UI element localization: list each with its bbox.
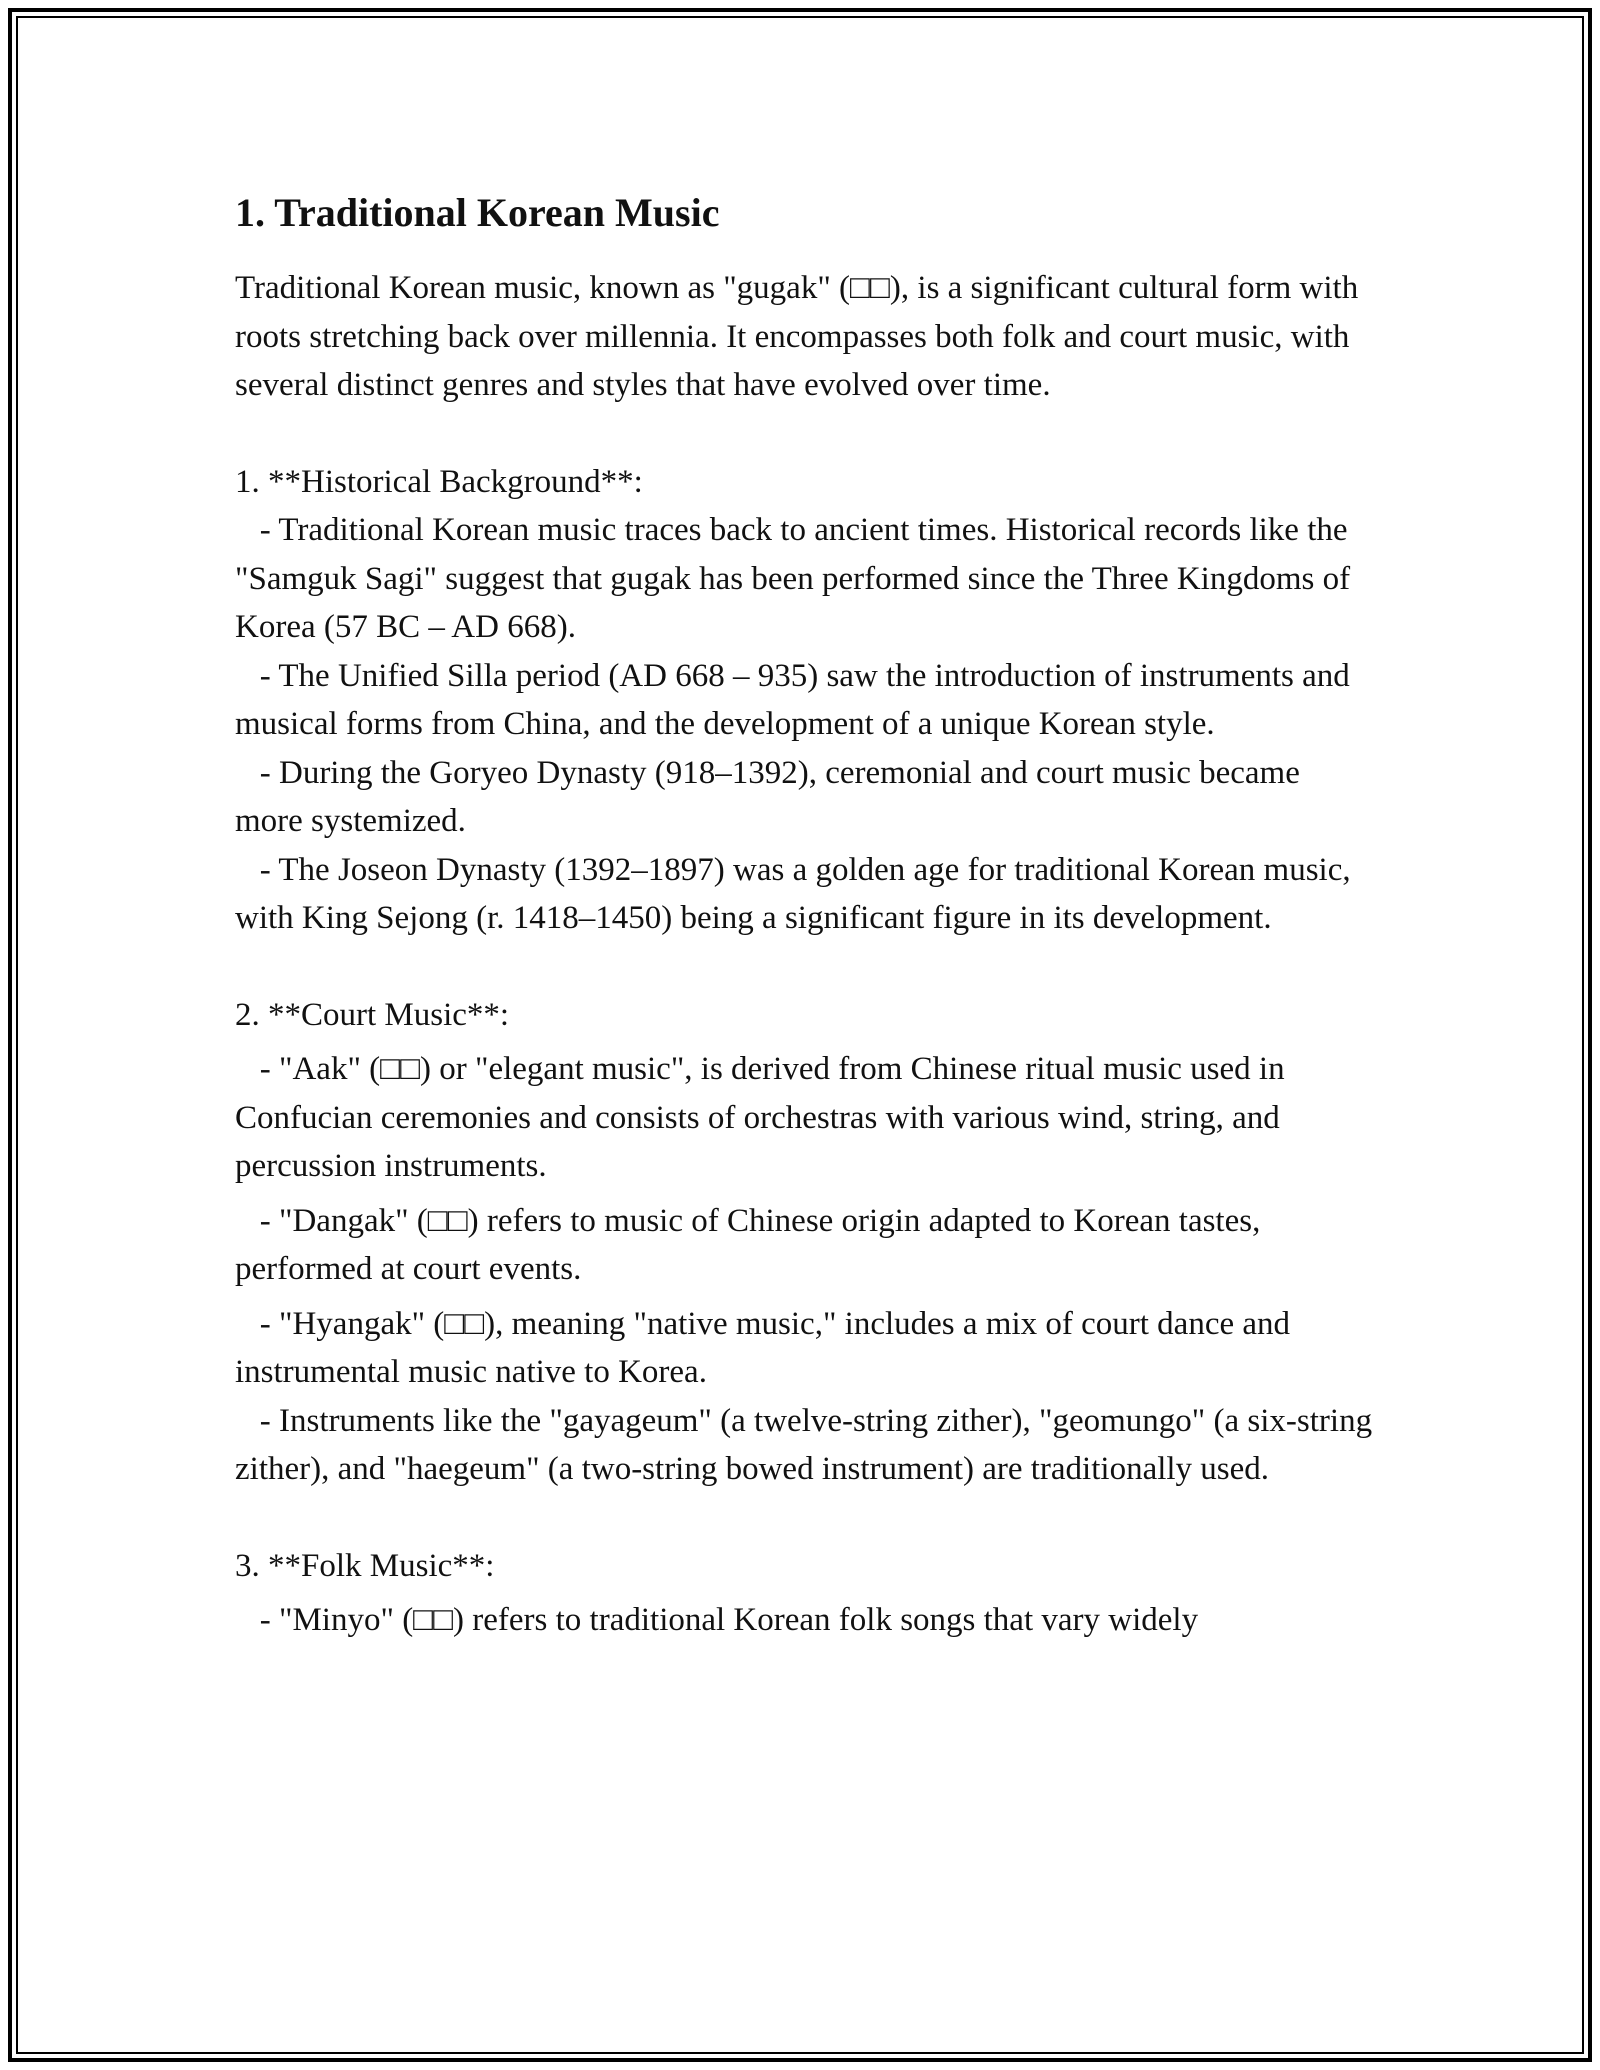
list-item: - The Joseon Dynasty (1392–1897) was a golden age for traditional Korean music, with King Sejong (r. 1418–1450) being a significant figure in its development. [235, 851, 1359, 936]
section-folk-music [235, 1542, 1375, 1645]
section-heading: 2. **Court Music**: [235, 996, 510, 1033]
section-court-music [235, 991, 1381, 1494]
document-title: 1. Traditional Korean Music [235, 190, 720, 235]
list-item: - Instruments like the "gayageum" (a twelve-string zither), "geomungo" (a six-string zither), and "haegeum" (a two-string bowed instrument) are traditionally used. [235, 1402, 1381, 1487]
list-item: - Traditional Korean music traces back to ancient times. Historical records like the "Samguk Sagi" suggest that gugak has been performed since the Three Kingdoms of Korea (57 BC – AD 668). [235, 512, 1359, 645]
list-item: - "Dangak" (□□) refers to music of Chinese origin adapted to Korean tastes, performed at court events. [235, 1202, 1269, 1287]
list-item: - During the Goryeo Dynasty (918–1392), ceremonial and court music became more systemized. [235, 754, 1309, 839]
intro-paragraph: Traditional Korean music, known as "gugak" (□□), is a significant cultural form with roots stretching back over millennia. It encompasses both folk and court music, with several distinct genres and styles that have evolved over time. [235, 270, 1359, 403]
section-heading: 1. **Historical Background**: [235, 463, 643, 500]
list-item: - "Aak" (□□) or "elegant music", is derived from Chinese ritual music used in Confucian ceremonies and consists of orchestras with various wind, string, and percussion instruments. [235, 1051, 1293, 1184]
document-body [235, 186, 1381, 1645]
list-item: - "Hyangak" (□□), meaning "native music," includes a mix of court dance and instrumental music native to Korea. [235, 1305, 1299, 1390]
list-item: - The Unified Silla period (AD 668 – 935) saw the introduction of instruments and musical forms from China, and the development of a unique Korean style. [235, 657, 1359, 742]
section-historical-background [235, 458, 1375, 943]
list-item: - "Minyo" (□□) refers to traditional Korean folk songs that vary widely [235, 1602, 1199, 1638]
section-heading: 3. **Folk Music**: [235, 1547, 495, 1584]
